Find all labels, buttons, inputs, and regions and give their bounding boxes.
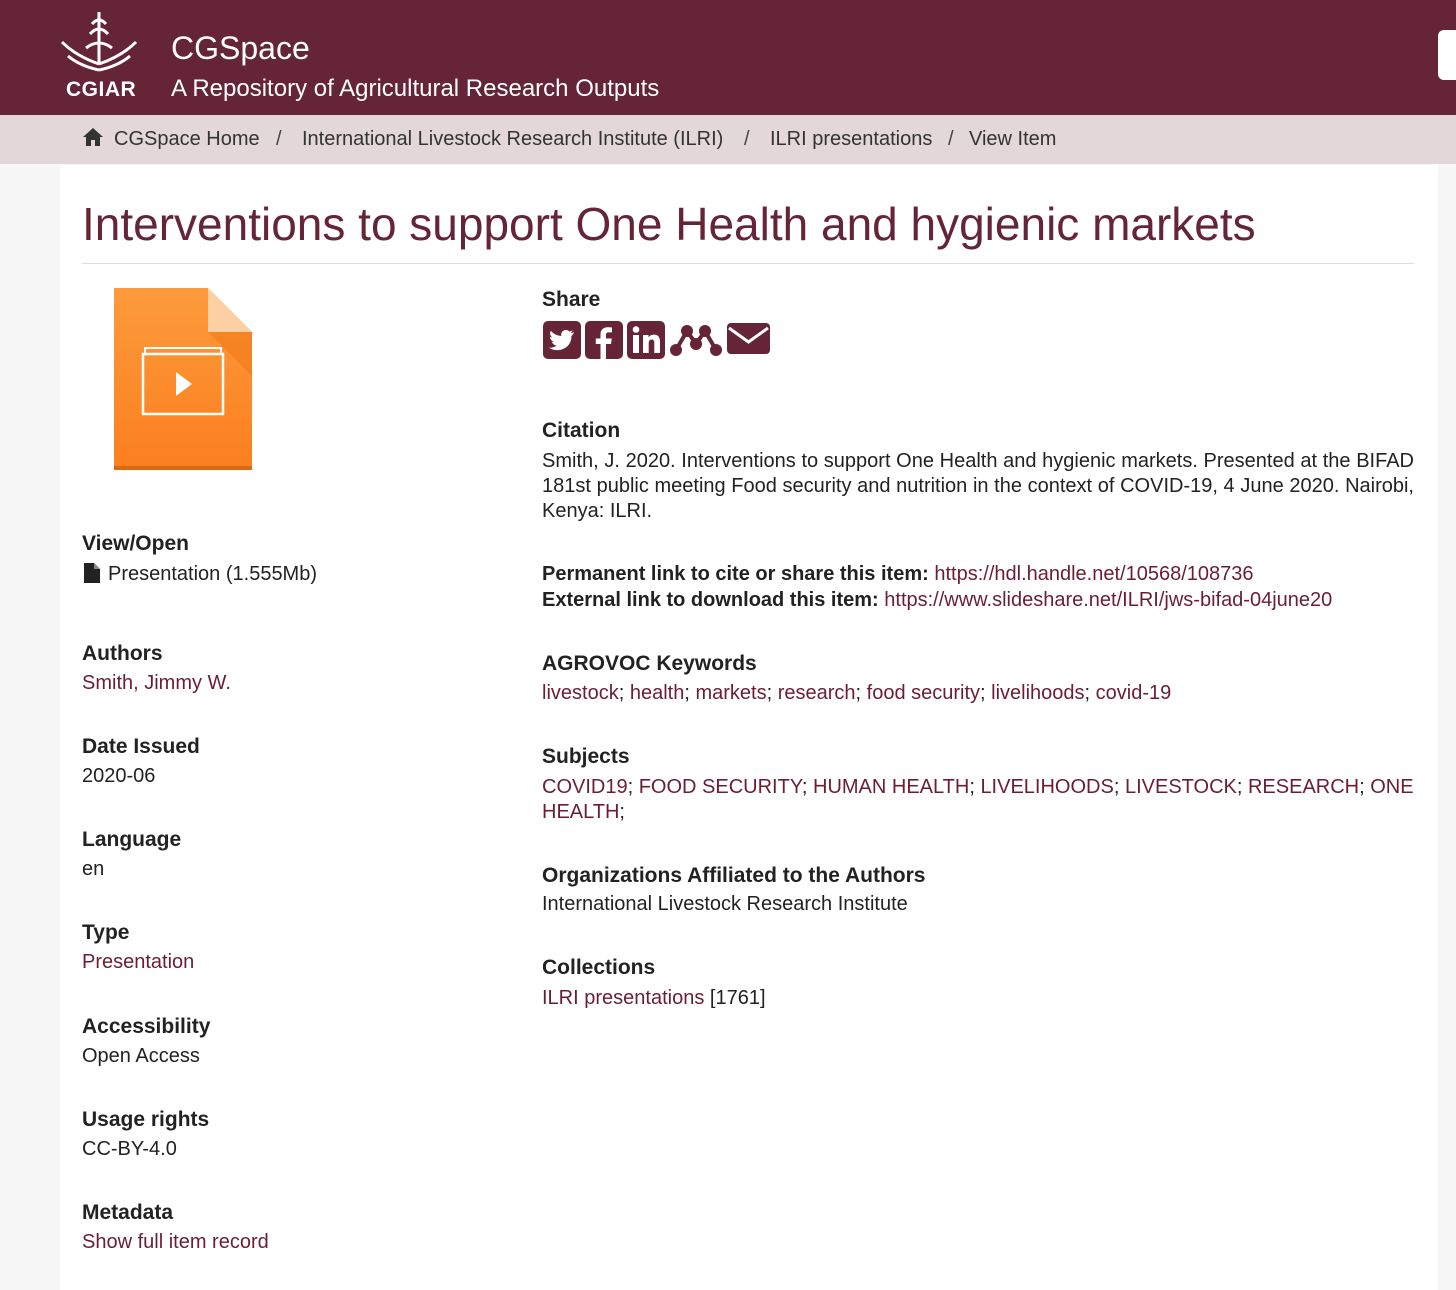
keyword-link[interactable]: food security <box>866 682 981 704</box>
site-header <box>0 0 1456 115</box>
breadcrumb-separator: / <box>744 128 750 150</box>
collection-link[interactable]: ILRI presentations <box>542 987 705 1009</box>
type-label: Type <box>82 921 130 944</box>
breadcrumb-collection-link[interactable]: ILRI presentations <box>770 128 933 150</box>
header-menu-button[interactable] <box>1438 30 1456 80</box>
organizations-label: Organizations Affiliated to the Authors <box>542 864 926 887</box>
site-subtitle: A Repository of Agricultural Research Outputs <box>171 75 660 102</box>
usage-rights-label: Usage rights <box>82 1108 210 1131</box>
citation-label: Citation <box>542 419 621 442</box>
authors-label: Authors <box>82 642 163 665</box>
external-link-label: External link to download this item: <box>542 589 879 611</box>
agrovoc-keywords: livestock; health; markets; research; food security; livelihoods; covid-19 <box>542 682 1172 704</box>
mendeley-icon[interactable] <box>669 321 723 359</box>
share-label: Share <box>542 288 601 311</box>
linkedin-icon[interactable] <box>627 321 665 359</box>
accessibility-label: Accessibility <box>82 1015 211 1038</box>
organizations-value: International Livestock Research Institute <box>542 893 908 915</box>
type-link[interactable]: Presentation <box>82 951 195 973</box>
twitter-icon[interactable] <box>543 321 581 359</box>
date-issued-value: 2020-06 <box>82 765 156 787</box>
collections-row <box>542 987 766 1010</box>
keyword-link[interactable]: livelihoods <box>991 682 1085 704</box>
subject-link[interactable]: HUMAN HEALTH <box>813 776 970 798</box>
keyword-link[interactable]: health <box>629 682 685 704</box>
breadcrumb-separator: / <box>276 128 282 150</box>
keyword-link[interactable]: research <box>777 682 856 704</box>
external-link-row <box>542 589 1332 612</box>
keyword-link[interactable]: livestock <box>542 682 619 704</box>
breadcrumb <box>0 115 1456 164</box>
language-value: en <box>82 858 105 880</box>
file-download-link[interactable]: Presentation (1.555Mb) <box>108 563 318 585</box>
date-issued-label: Date Issued <box>82 735 200 758</box>
subject-link[interactable]: LIVESTOCK <box>1124 776 1237 798</box>
facebook-icon[interactable] <box>585 321 623 359</box>
logo-text: CGIAR <box>66 78 137 101</box>
collections-label: Collections <box>542 956 656 979</box>
citation-text: Smith, J. 2020. Interventions to support One Health and hygienic markets. Presented at the BIFAD 181st public meeting Food security and nutrition in the context of COVID-19, 4 June 2020. Nairobi, Kenya: ILRI. <box>542 450 1414 522</box>
permanent-link-row <box>542 563 1254 586</box>
title-divider <box>82 263 1414 264</box>
page-title: Interventions to support One Health and hygienic markets <box>82 198 1256 250</box>
accessibility-value: Open Access <box>82 1045 200 1067</box>
breadcrumb-home-link[interactable]: CGSpace Home <box>114 128 260 150</box>
subject-link[interactable]: RESEARCH <box>1247 776 1360 798</box>
home-icon[interactable] <box>82 127 104 147</box>
language-label: Language <box>82 828 182 851</box>
file-icon <box>84 563 100 583</box>
subject-link[interactable]: COVID19 <box>542 776 628 798</box>
usage-rights-value: CC-BY-4.0 <box>82 1138 177 1160</box>
breadcrumb-current: View Item <box>969 128 1057 150</box>
permanent-link[interactable]: https://hdl.handle.net/10568/108736 <box>934 563 1254 585</box>
subjects-list: COVID19; FOOD SECURITY; HUMAN HEALTH; LIVELIHOODS; LIVESTOCK; RESEARCH; ONE HEALTH; <box>542 776 1414 823</box>
author-link[interactable]: Smith, Jimmy W. <box>82 672 231 694</box>
metadata-label: Metadata <box>82 1201 174 1224</box>
breadcrumb-ilri-link[interactable]: International Livestock Research Institute (ILRI) <box>302 128 724 150</box>
keyword-link[interactable]: covid-19 <box>1095 682 1172 704</box>
collection-count: [1761] <box>709 987 766 1009</box>
subjects-label: Subjects <box>542 745 630 768</box>
view-open-label: View/Open <box>82 532 189 555</box>
show-full-record-link[interactable]: Show full item record <box>82 1231 269 1253</box>
subject-link[interactable]: ONE HEALTH <box>542 776 1414 823</box>
presentation-thumbnail-icon[interactable] <box>112 286 254 472</box>
permanent-link-label: Permanent link to cite or share this item: <box>542 563 929 585</box>
breadcrumb-separator: / <box>948 128 954 150</box>
site-title[interactable]: CGSpace <box>171 30 310 66</box>
keyword-link[interactable]: markets <box>695 682 767 704</box>
subject-link[interactable]: FOOD SECURITY <box>638 776 802 798</box>
email-icon[interactable] <box>727 321 770 355</box>
external-link[interactable]: https://www.slideshare.net/ILRI/jws-bifad-04june20 <box>884 589 1333 611</box>
agrovoc-label: AGROVOC Keywords <box>542 652 757 675</box>
subject-link[interactable]: LIVELIHOODS <box>980 776 1114 798</box>
